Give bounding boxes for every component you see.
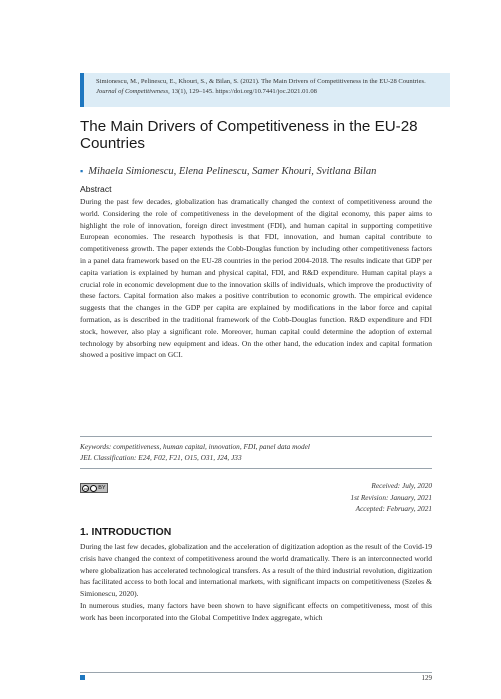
divider-top <box>80 436 432 437</box>
intro-paragraph-2: In numerous studies, many factors have been shown to have significant effects on competitiveness, most of this work has been incorporated into the Global Competitive Index aggregate, which <box>80 600 432 622</box>
jel-classification: JEL Classification: E24, F02, F21, O15, O31, J24, J33 <box>80 453 242 463</box>
date-revised: 1st Revision: January, 2021 <box>350 492 432 502</box>
author-bullet-icon: ▪ <box>80 166 84 176</box>
date-accepted: Accepted: February, 2021 <box>355 504 432 513</box>
citation-suffix: , 13(1), 129–145. https://doi.org/10.7441/joc.2021.01.08 <box>168 88 317 95</box>
citation-box <box>80 73 450 107</box>
intro-paragraph-1: During the last few decades, globalization and the acceleration of digitization adoption as the result of the Covid-19 crisis have changed the context of competitiveness around the world dramatically. There is an interconnected world where globalization has accelerated technological transfers. As a result of the third industrial revolution, digitization has facilitated access to both local and international markets, with significant impacts on competitiveness (Szeles & Simionescu, 2020). <box>80 542 432 599</box>
by-label: BY <box>98 485 106 491</box>
paper-title: The Main Drivers of Competitiveness in the EU-28 Countries <box>80 118 418 152</box>
abstract-heading: Abstract <box>80 184 112 194</box>
section-heading-introduction: 1. INTRODUCTION <box>80 527 172 538</box>
cc-icon: cc <box>83 485 88 491</box>
submission-dates <box>351 480 432 515</box>
footer-square-icon <box>80 675 85 680</box>
keywords-block <box>80 441 432 463</box>
abstract-text: During the past few decades, globalization has dramatically changed the context of competitiveness around the world. Considering the role of competitiveness in the development of the digital economy, this paper aims to highlight the role of innovation, foreign direct investment (FDI), and human capital in supporting competitive European economies. The research hypothesis is that FDI, innovation, and human capital contribute to competitiveness growth. The paper extends the Cobb-Douglas function by including other competitiveness factors in a panel data framework based on the EU-28 countries in the period 2004-2018. The results indicate that GDP per capita variation is explained by human and physical capital, FDI, and R&D expenditure. Human capital plays a crucial role in economic development due to the innovation skills of individuals, which improve the productivity of these factors. Capital formation also makes a positive contribution to economic growth. The empirical evidence suggests that the changes in the GDP per capita are explained by modifications in the labor force and capital formation, as is described in the traditional framework of the Cobb-Douglas function. R&D expenditure and FDI stock, however, also play a significant role. Moreover, human capital could determine the adoption of external technology by absorbing new equipment and ideas. On the other hand, the education index and capital formation showed a positive impact on GCI. <box>80 197 432 360</box>
page-number: 129 <box>421 674 432 682</box>
divider-bottom <box>80 468 432 469</box>
date-received: Received: July, 2020 <box>371 481 432 490</box>
footer-divider <box>80 672 432 673</box>
authors <box>80 164 440 178</box>
introduction-body <box>80 541 432 624</box>
cc-by-license-badge[interactable] <box>80 483 108 493</box>
citation-prefix: Simionescu, M., Pelinescu, E., Khouri, S., & Bilan, S. (2021). The Main Drivers of Competitiveness in the EU-28 Countries. <box>96 78 426 85</box>
person-icon <box>90 485 97 492</box>
citation-journal: Journal of Competitiveness <box>96 88 169 95</box>
author-names: Mihaela Simionescu, Elena Pelinescu, Samer Khouri, Svitlana Bilan <box>88 166 377 177</box>
keywords: Keywords: competitiveness, human capital, innovation, FDI, panel data model <box>80 442 310 451</box>
